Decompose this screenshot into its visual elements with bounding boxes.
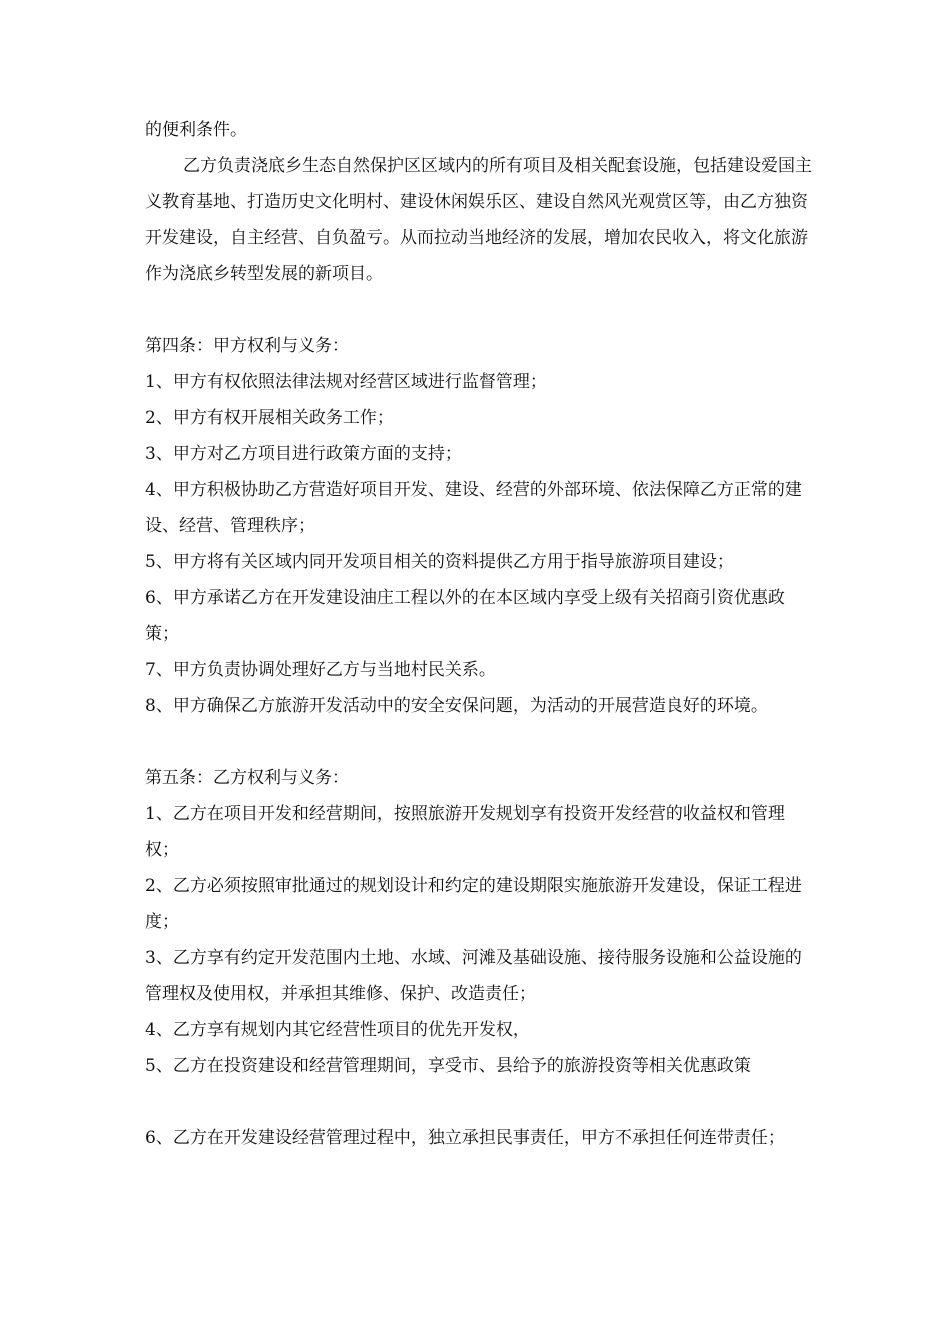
paragraph-party-b-scope: 乙方负责浇底乡生态自然保护区区域内的所有项目及相关配套设施，包括建设爱国主义教育基地、打造历史文化明村、建设休闲娱乐区、建设自然风光观赏区等，由乙方独资开发建设，自主经营、自负盈亏。从而拉动当地经济的发展，增加农民收入，将文化旅游作为浇底乡转型发展的新项目。 bbox=[145, 156, 812, 284]
article-5-item-1: 1、乙方在项目开发和经营期间，按照旅游开发规划享有投资开发经营的收益权和管理权； bbox=[145, 804, 785, 860]
article-5-item-2: 2、乙方必须按照审批通过的规划设计和约定的建设期限实施旅游开发建设，保证工程进度； bbox=[145, 876, 802, 932]
article-4-item-4: 4、甲方积极协助乙方营造好项目开发、建设、经营的外部环境、依法保障乙方正常的建设、经营、管理秩序； bbox=[145, 480, 802, 536]
blank-line bbox=[145, 1084, 815, 1120]
article-4-item-3: 3、甲方对乙方项目进行政策方面的支持； bbox=[145, 444, 462, 464]
article-4-heading: 第四条：甲方权利与义务： bbox=[145, 336, 349, 356]
article-5-item-4: 4、乙方享有规划内其它经营性项目的优先开发权， bbox=[145, 1020, 530, 1040]
article-5-item-5: 5、乙方在投资建设和经营管理期间，享受市、县给予的旅游投资等相关优惠政策 bbox=[145, 1056, 751, 1076]
article-4-item-6: 6、甲方承诺乙方在开发建设油庄工程以外的在本区域内享受上级有关招商引资优惠政策； bbox=[145, 588, 785, 644]
article-4-item-8: 8、甲方确保乙方旅游开发活动中的安全安保问题，为活动的开展营造良好的环境。 bbox=[145, 696, 768, 716]
blank-line bbox=[145, 724, 815, 760]
paragraph-intro-tail: 的便利条件。 bbox=[145, 120, 247, 140]
article-5-item-6: 6、乙方在开发建设经营管理过程中，独立承担民事责任，甲方不承担任何连带责任； bbox=[145, 1128, 785, 1148]
article-4-item-7: 7、甲方负责协调处理好乙方与当地村民关系。 bbox=[145, 660, 496, 680]
article-5-item-3: 3、乙方享有约定开发范围内土地、水域、河滩及基础设施、接待服务设施和公益设施的管理权及使用权，并承担其维修、保护、改造责任； bbox=[145, 948, 802, 1004]
article-4-item-5: 5、甲方将有关区域内同开发项目相关的资料提供乙方用于指导旅游项目建设； bbox=[145, 552, 734, 572]
document-body bbox=[145, 112, 815, 1156]
blank-line bbox=[145, 292, 815, 328]
article-4-item-2: 2、甲方有权开展相关政务工作； bbox=[145, 408, 394, 428]
article-4-item-1: 1、甲方有权依照法律法规对经营区域进行监督管理； bbox=[145, 372, 547, 392]
article-5-heading: 第五条：乙方权利与义务： bbox=[145, 768, 349, 788]
